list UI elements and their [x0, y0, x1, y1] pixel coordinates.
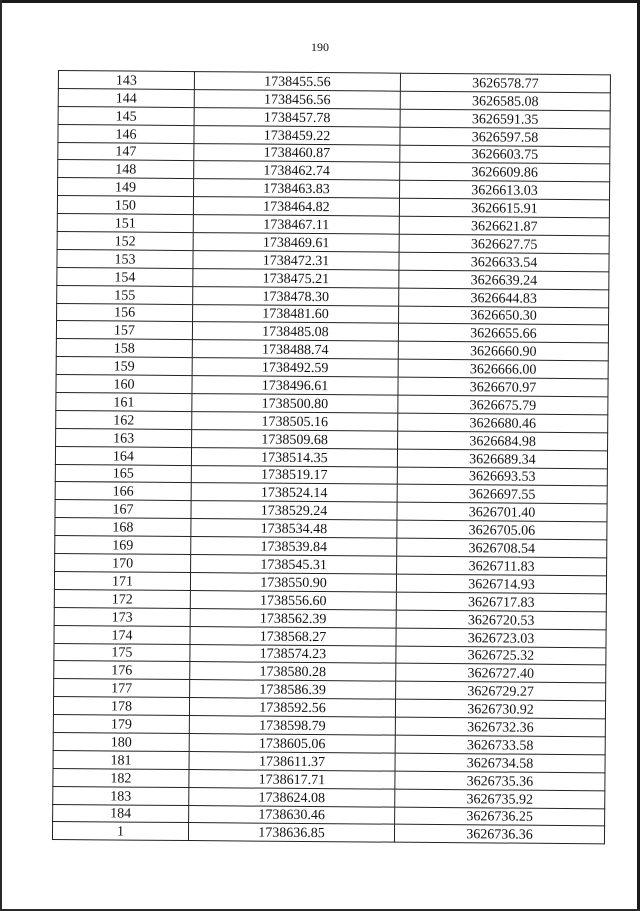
y-coordinate-cell: 3626609.86 — [400, 163, 610, 183]
coordinates-table — [52, 70, 611, 845]
x-coordinate-cell: 1738524.14 — [191, 483, 397, 503]
x-coordinate-cell: 1738617.71 — [189, 769, 395, 789]
x-coordinate-cell: 1738586.39 — [190, 680, 396, 700]
point-number-cell: 165 — [55, 464, 191, 483]
x-coordinate-cell: 1738475.21 — [193, 268, 399, 288]
y-coordinate-cell: 3626720.53 — [396, 610, 606, 630]
x-coordinate-cell: 1738592.56 — [189, 698, 395, 718]
point-number-cell: 183 — [53, 786, 189, 805]
point-number-cell: 162 — [56, 410, 192, 429]
x-coordinate-cell: 1738509.68 — [192, 429, 398, 449]
scan-border-top — [0, 0, 640, 3]
x-coordinate-cell: 1738469.61 — [193, 233, 399, 253]
y-coordinate-cell: 3626736.36 — [394, 825, 604, 845]
point-number-cell: 177 — [54, 679, 190, 698]
y-coordinate-cell: 3626732.36 — [395, 717, 605, 737]
x-coordinate-cell: 1738580.28 — [190, 662, 396, 682]
y-coordinate-cell: 3626591.35 — [400, 109, 610, 129]
point-number-cell: 150 — [57, 196, 193, 215]
x-coordinate-cell: 1738459.22 — [194, 125, 400, 145]
x-coordinate-cell: 1738539.84 — [191, 537, 397, 557]
y-coordinate-cell: 3626729.27 — [396, 681, 606, 701]
point-number-cell: 160 — [56, 375, 192, 394]
x-coordinate-cell: 1738463.83 — [194, 179, 400, 199]
x-coordinate-cell: 1738611.37 — [189, 751, 395, 771]
x-coordinate-cell: 1738630.46 — [189, 805, 395, 825]
y-coordinate-cell: 3626735.92 — [395, 789, 605, 809]
y-coordinate-cell: 3626701.40 — [397, 503, 607, 523]
y-coordinate-cell: 3626723.03 — [396, 628, 606, 648]
y-coordinate-cell: 3626730.92 — [395, 699, 605, 719]
point-number-cell: 158 — [56, 339, 192, 358]
point-number-cell: 145 — [58, 106, 194, 125]
x-coordinate-cell: 1738492.59 — [192, 358, 398, 378]
x-coordinate-cell: 1738550.90 — [190, 572, 396, 592]
point-number-cell: 172 — [54, 589, 190, 608]
point-number-cell: 147 — [58, 142, 194, 161]
y-coordinate-cell: 3626708.54 — [397, 538, 607, 558]
page-number: 190 — [311, 40, 329, 54]
point-number-cell: 173 — [54, 607, 190, 626]
y-coordinate-cell: 3626650.30 — [399, 306, 609, 326]
x-coordinate-cell: 1738534.48 — [191, 519, 397, 539]
x-coordinate-cell: 1738624.08 — [189, 787, 395, 807]
point-number-cell: 163 — [56, 428, 192, 447]
x-coordinate-cell: 1738519.17 — [191, 465, 397, 485]
point-number-cell: 156 — [57, 303, 193, 322]
y-coordinate-cell: 3626714.93 — [396, 574, 606, 594]
point-number-cell: 182 — [53, 768, 189, 787]
x-coordinate-cell: 1738467.11 — [193, 215, 399, 235]
x-coordinate-cell: 1738574.23 — [190, 644, 396, 664]
x-coordinate-cell: 1738529.24 — [191, 501, 397, 521]
x-coordinate-cell: 1738605.06 — [189, 734, 395, 754]
point-number-cell: 166 — [55, 482, 191, 501]
y-coordinate-cell: 3626733.58 — [395, 735, 605, 755]
point-number-cell: 148 — [58, 160, 194, 179]
point-number-cell: 170 — [55, 554, 191, 573]
y-coordinate-cell: 3626684.98 — [398, 431, 608, 451]
point-number-cell: 181 — [53, 750, 189, 769]
point-number-cell: 175 — [54, 643, 190, 662]
table-row — [52, 822, 604, 844]
y-coordinate-cell: 3626727.40 — [396, 664, 606, 684]
coordinates-table-body — [52, 71, 610, 845]
x-coordinate-cell: 1738598.79 — [189, 716, 395, 736]
y-coordinate-cell: 3626621.87 — [399, 216, 609, 236]
x-coordinate-cell: 1738455.56 — [194, 72, 400, 92]
y-coordinate-cell: 3626639.24 — [399, 270, 609, 290]
y-coordinate-cell: 3626615.91 — [399, 198, 609, 218]
point-number-cell: 179 — [53, 715, 189, 734]
x-coordinate-cell: 1738562.39 — [190, 608, 396, 628]
y-coordinate-cell: 3626675.79 — [398, 395, 608, 415]
y-coordinate-cell: 3626735.36 — [395, 771, 605, 791]
point-number-cell: 154 — [57, 267, 193, 286]
x-coordinate-cell: 1738496.61 — [192, 376, 398, 396]
point-number-cell: 159 — [56, 357, 192, 376]
point-number-cell: 155 — [57, 285, 193, 304]
x-coordinate-cell: 1738556.60 — [190, 590, 396, 610]
y-coordinate-cell: 3626734.58 — [395, 753, 605, 773]
x-coordinate-cell: 1738505.16 — [192, 411, 398, 431]
x-coordinate-cell: 1738545.31 — [191, 555, 397, 575]
y-coordinate-cell: 3626644.83 — [399, 288, 609, 308]
y-coordinate-cell: 3626613.03 — [400, 181, 610, 201]
point-number-cell: 168 — [55, 518, 191, 537]
y-coordinate-cell: 3626585.08 — [400, 91, 610, 111]
point-number-cell: 161 — [56, 393, 192, 412]
y-coordinate-cell: 3626689.34 — [397, 449, 607, 469]
y-coordinate-cell: 3626725.32 — [396, 646, 606, 666]
x-coordinate-cell: 1738500.80 — [192, 394, 398, 414]
point-number-cell: 153 — [57, 249, 193, 268]
point-number-cell: 184 — [53, 804, 189, 823]
point-number-cell: 151 — [57, 214, 193, 233]
y-coordinate-cell: 3626705.06 — [397, 520, 607, 540]
y-coordinate-cell: 3626603.75 — [400, 145, 610, 165]
x-coordinate-cell: 1738472.31 — [193, 250, 399, 270]
y-coordinate-cell: 3626578.77 — [400, 73, 610, 93]
x-coordinate-cell: 1738488.74 — [192, 340, 398, 360]
y-coordinate-cell: 3626717.83 — [396, 592, 606, 612]
point-number-cell: 144 — [58, 88, 194, 107]
y-coordinate-cell: 3626670.97 — [398, 377, 608, 397]
x-coordinate-cell: 1738568.27 — [190, 626, 396, 646]
point-number-cell: 176 — [54, 661, 190, 680]
point-number-cell: 180 — [53, 732, 189, 751]
x-coordinate-cell: 1738457.78 — [194, 107, 400, 127]
x-coordinate-cell: 1738462.74 — [194, 161, 400, 181]
point-number-cell: 171 — [54, 571, 190, 590]
y-coordinate-cell: 3626633.54 — [399, 252, 609, 272]
x-coordinate-cell: 1738481.60 — [193, 304, 399, 324]
x-coordinate-cell: 1738636.85 — [188, 823, 394, 843]
y-coordinate-cell: 3626655.66 — [398, 324, 608, 344]
point-number-cell: 143 — [58, 71, 194, 90]
x-coordinate-cell: 1738485.08 — [192, 322, 398, 342]
y-coordinate-cell: 3626697.55 — [397, 485, 607, 505]
y-coordinate-cell: 3626627.75 — [399, 234, 609, 254]
y-coordinate-cell: 3626711.83 — [397, 556, 607, 576]
x-coordinate-cell: 1738478.30 — [193, 286, 399, 306]
point-number-cell: 157 — [56, 321, 192, 340]
x-coordinate-cell: 1738464.82 — [193, 197, 399, 217]
x-coordinate-cell: 1738514.35 — [191, 447, 397, 467]
y-coordinate-cell: 3626736.25 — [395, 807, 605, 827]
point-number-cell: 152 — [57, 232, 193, 251]
point-number-cell: 1 — [52, 822, 188, 841]
point-number-cell: 174 — [54, 625, 190, 644]
x-coordinate-cell: 1738456.56 — [194, 89, 400, 109]
scan-border-left — [0, 0, 2, 911]
y-coordinate-cell: 3626666.00 — [398, 359, 608, 379]
point-number-cell: 146 — [58, 124, 194, 143]
point-number-cell: 178 — [53, 697, 189, 716]
y-coordinate-cell: 3626597.58 — [400, 127, 610, 147]
point-number-cell: 149 — [58, 178, 194, 197]
point-number-cell: 164 — [55, 446, 191, 465]
point-number-cell: 167 — [55, 500, 191, 519]
y-coordinate-cell: 3626680.46 — [398, 413, 608, 433]
x-coordinate-cell: 1738460.87 — [194, 143, 400, 163]
y-coordinate-cell: 3626693.53 — [397, 467, 607, 487]
y-coordinate-cell: 3626660.90 — [398, 342, 608, 362]
point-number-cell: 169 — [55, 536, 191, 555]
